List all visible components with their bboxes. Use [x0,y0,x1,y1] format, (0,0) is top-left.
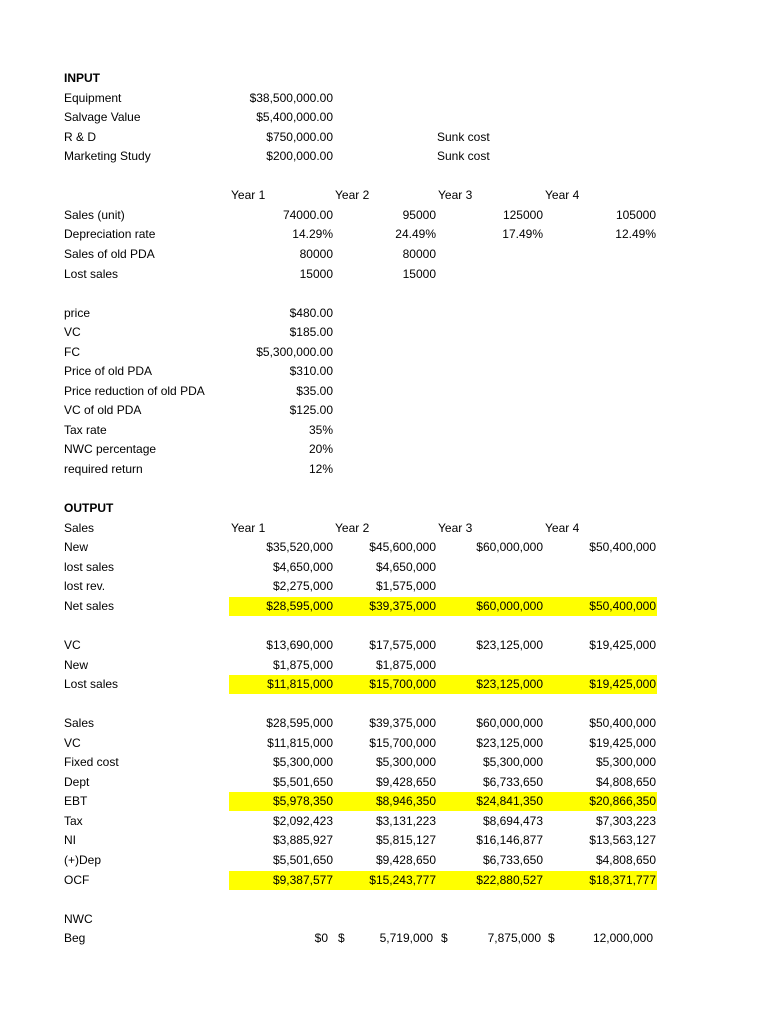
input-note[interactable]: Sunk cost [437,130,490,144]
param-row [0,343,768,362]
sales-row [0,577,768,596]
input-label[interactable]: Salvage Value [64,110,141,124]
ocf-row [0,753,768,772]
sales-value-year-1[interactable]: $4,650,000 [272,560,333,574]
output-year-1-header[interactable]: Year 1 [231,521,266,535]
sales-label[interactable]: lost sales [64,560,115,574]
ocf-label[interactable]: EBT [64,794,88,808]
ocf-value-year-1[interactable]: $28,595,000 [266,716,333,730]
nwc-currency-symbol[interactable]: $ [441,931,448,945]
param-value[interactable]: 20% [308,442,333,456]
ocf-row [0,871,768,890]
vc-label[interactable]: Lost sales [64,677,119,691]
input-yearly-row [0,225,768,244]
vc-row [0,656,768,675]
input-row [0,108,768,127]
vc-label[interactable]: VC [64,638,81,652]
ocf-value-year-2[interactable]: $15,700,000 [369,736,436,750]
output-year-header [0,519,768,538]
output-header-label[interactable]: Sales [64,521,95,535]
ocf-value-year-2[interactable]: $8,946,350 [375,794,436,808]
ocf-label[interactable]: NI [64,833,76,847]
input-label[interactable]: Marketing Study [64,149,151,163]
ocf-value-year-3[interactable]: $8,694,473 [482,814,543,828]
ocf-value-year-1[interactable]: $5,300,000 [272,755,333,769]
input-value[interactable]: $200,000.00 [266,149,333,163]
vc-label[interactable]: New [64,658,89,672]
ocf-value-year-4[interactable]: $4,808,650 [595,853,656,867]
ocf-value-year-3[interactable]: $6,733,650 [482,775,543,789]
input-yearly-value-year-3[interactable]: 17.49% [502,227,543,241]
sales-value-year-3[interactable]: $60,000,000 [476,599,543,613]
param-row [0,421,768,440]
ocf-value-year-1[interactable]: $9,387,577 [272,873,333,887]
output-heading[interactable]: OUTPUT [64,501,114,515]
ocf-value-year-3[interactable]: $60,000,000 [476,716,543,730]
input-label[interactable]: R & D [64,130,97,144]
ocf-value-year-4[interactable]: $18,371,777 [589,873,656,887]
input-year-2-header[interactable]: Year 2 [335,188,370,202]
vc-value-year-1[interactable]: $13,690,000 [266,638,333,652]
input-label[interactable]: Equipment [64,91,122,105]
sales-label[interactable]: lost rev. [64,579,106,593]
ocf-label[interactable]: Sales [64,716,95,730]
input-yearly-label[interactable]: Sales of old PDA [64,247,155,261]
ocf-value-year-3[interactable]: $16,146,877 [476,833,543,847]
sales-label[interactable]: New [64,540,89,554]
ocf-value-year-2[interactable]: $3,131,223 [375,814,436,828]
param-value[interactable]: $310.00 [289,364,333,378]
input-yearly-value-year-3[interactable]: 125000 [502,208,543,222]
nwc-beg-row [0,929,768,948]
nwc-beg-year-4[interactable]: 12,000,000 [592,931,653,945]
ocf-value-year-2[interactable]: $15,243,777 [369,873,436,887]
input-value[interactable]: $5,400,000.00 [256,110,333,124]
input-yearly-value-year-1[interactable]: 14.29% [292,227,333,241]
param-row [0,362,768,381]
param-label[interactable]: Tax rate [64,423,107,437]
sales-value-year-3[interactable]: $60,000,000 [476,540,543,554]
ocf-label[interactable]: (+)Dep [64,853,102,867]
input-yearly-value-year-1[interactable]: 74000.00 [282,208,333,222]
ocf-value-year-3[interactable]: $23,125,000 [476,736,543,750]
vc-value-year-4[interactable]: $19,425,000 [589,677,656,691]
vc-value-year-1[interactable]: $1,875,000 [272,658,333,672]
vc-value-year-2[interactable]: $15,700,000 [369,677,436,691]
ocf-value-year-1[interactable]: $11,815,000 [267,736,333,750]
input-yearly-row [0,265,768,284]
input-yearly-label[interactable]: Sales (unit) [64,208,125,222]
ocf-value-year-1[interactable]: $5,501,650 [272,853,333,867]
output-year-2-header[interactable]: Year 2 [335,521,370,535]
param-label[interactable]: NWC percentage [64,442,157,456]
ocf-value-year-4[interactable]: $13,563,127 [589,833,656,847]
input-yearly-value-year-4[interactable]: 12.49% [615,227,656,241]
nwc-beg-label[interactable]: Beg [64,931,86,945]
ocf-value-year-1[interactable]: $3,885,927 [272,833,333,847]
input-row [0,89,768,108]
ocf-label[interactable]: OCF [64,873,90,887]
param-value[interactable]: $5,300,000.00 [256,345,333,359]
input-heading[interactable]: INPUT [64,71,100,85]
ocf-label[interactable]: Fixed cost [64,755,119,769]
param-row [0,323,768,342]
nwc-heading[interactable]: NWC [64,912,93,926]
vc-row [0,675,768,694]
ocf-value-year-4[interactable]: $4,808,650 [595,775,656,789]
vc-value-year-4[interactable]: $19,425,000 [589,638,656,652]
param-label[interactable]: required return [64,462,143,476]
input-yearly-value-year-2[interactable]: 80000 [402,247,436,261]
vc-value-year-2[interactable]: $1,875,000 [375,658,436,672]
ocf-value-year-4[interactable]: $7,303,223 [595,814,656,828]
sales-row [0,538,768,557]
param-value[interactable]: $480.00 [289,306,333,320]
param-value[interactable]: $35.00 [296,384,333,398]
nwc-beg-year-1[interactable]: $0 [314,931,328,945]
ocf-value-year-2[interactable]: $9,428,650 [375,775,436,789]
input-year-1-header[interactable]: Year 1 [231,188,266,202]
ocf-label[interactable]: Tax [64,814,83,828]
ocf-row [0,831,768,850]
input-year-3-header[interactable]: Year 3 [438,188,473,202]
param-label[interactable]: VC [64,325,81,339]
param-value[interactable]: $125.00 [289,403,333,417]
input-yearly-row [0,206,768,225]
ocf-value-year-2[interactable]: $5,300,000 [375,755,436,769]
param-row [0,440,768,459]
sales-value-year-4[interactable]: $50,400,000 [589,540,656,554]
nwc-currency-symbol[interactable]: $ [548,931,555,945]
sales-row [0,558,768,577]
input-yearly-value-year-1[interactable]: 15000 [299,267,333,281]
param-label[interactable]: Price of old PDA [64,364,153,378]
ocf-row [0,734,768,753]
nwc-beg-year-2[interactable]: 5,719,000 [379,931,433,945]
input-value[interactable]: $38,500,000.00 [249,91,333,105]
param-label[interactable]: price [64,306,91,320]
ocf-value-year-3[interactable]: $22,880,527 [476,873,543,887]
sales-value-year-2[interactable]: $1,575,000 [375,579,436,593]
vc-value-year-3[interactable]: $23,125,000 [476,677,543,691]
input-yearly-label[interactable]: Lost sales [64,267,119,281]
ocf-value-year-1[interactable]: $5,978,350 [272,794,333,808]
input-note[interactable]: Sunk cost [437,149,490,163]
ocf-row [0,792,768,811]
input-yearly-value-year-2[interactable]: 95000 [402,208,436,222]
sales-value-year-1[interactable]: $28,595,000 [266,599,333,613]
ocf-value-year-2[interactable]: $39,375,000 [369,716,436,730]
output-heading-row [0,499,768,518]
output-year-3-header[interactable]: Year 3 [438,521,473,535]
ocf-row [0,773,768,792]
vc-value-year-2[interactable]: $17,575,000 [369,638,436,652]
sales-value-year-4[interactable]: $50,400,000 [589,599,656,613]
ocf-value-year-1[interactable]: $2,092,423 [272,814,333,828]
input-yearly-label[interactable]: Depreciation rate [64,227,156,241]
ocf-value-year-2[interactable]: $5,815,127 [375,833,436,847]
ocf-value-year-3[interactable]: $6,733,650 [482,853,543,867]
input-year-4-header[interactable]: Year 4 [545,188,580,202]
input-yearly-row [0,245,768,264]
param-label[interactable]: FC [64,345,80,359]
ocf-value-year-3[interactable]: $24,841,350 [476,794,543,808]
ocf-value-year-3[interactable]: $5,300,000 [482,755,543,769]
ocf-value-year-1[interactable]: $5,501,650 [272,775,333,789]
input-yearly-value-year-4[interactable]: 105000 [615,208,656,222]
ocf-value-year-4[interactable]: $5,300,000 [595,755,656,769]
nwc-beg-year-3[interactable]: 7,875,000 [487,931,541,945]
input-yearly-value-year-2[interactable]: 15000 [402,267,436,281]
input-value[interactable]: $750,000.00 [266,130,333,144]
vc-value-year-1[interactable]: $11,815,000 [267,677,333,691]
ocf-value-year-4[interactable]: $20,866,350 [589,794,656,808]
sales-value-year-2[interactable]: $4,650,000 [375,560,436,574]
input-row [0,147,768,166]
nwc-heading-row [0,910,768,929]
ocf-label[interactable]: VC [64,736,81,750]
ocf-value-year-4[interactable]: $50,400,000 [589,716,656,730]
param-row [0,401,768,420]
vc-row [0,636,768,655]
input-yearly-value-year-2[interactable]: 24.49% [395,227,436,241]
ocf-value-year-4[interactable]: $19,425,000 [589,736,656,750]
sales-value-year-1[interactable]: $35,520,000 [266,540,333,554]
input-row [0,128,768,147]
ocf-row [0,812,768,831]
param-row [0,304,768,323]
param-row [0,382,768,401]
ocf-label[interactable]: Dept [64,775,90,789]
param-row [0,460,768,479]
sales-label[interactable]: Net sales [64,599,115,613]
sales-value-year-1[interactable]: $2,275,000 [272,579,333,593]
param-label[interactable]: VC of old PDA [64,403,142,417]
param-label[interactable]: Price reduction of old PDA [64,384,205,398]
ocf-value-year-2[interactable]: $9,428,650 [375,853,436,867]
ocf-row [0,714,768,733]
param-value[interactable]: 12% [308,462,333,476]
sales-value-year-2[interactable]: $45,600,000 [369,540,436,554]
input-yearly-value-year-1[interactable]: 80000 [299,247,333,261]
nwc-currency-symbol[interactable]: $ [338,931,345,945]
ocf-row [0,851,768,870]
param-value[interactable]: $185.00 [289,325,333,339]
input-year-header [0,186,768,205]
param-value[interactable]: 35% [308,423,333,437]
sales-row [0,597,768,616]
vc-value-year-3[interactable]: $23,125,000 [476,638,543,652]
output-year-4-header[interactable]: Year 4 [545,521,580,535]
input-heading-row [0,69,768,88]
sales-value-year-2[interactable]: $39,375,000 [369,599,436,613]
